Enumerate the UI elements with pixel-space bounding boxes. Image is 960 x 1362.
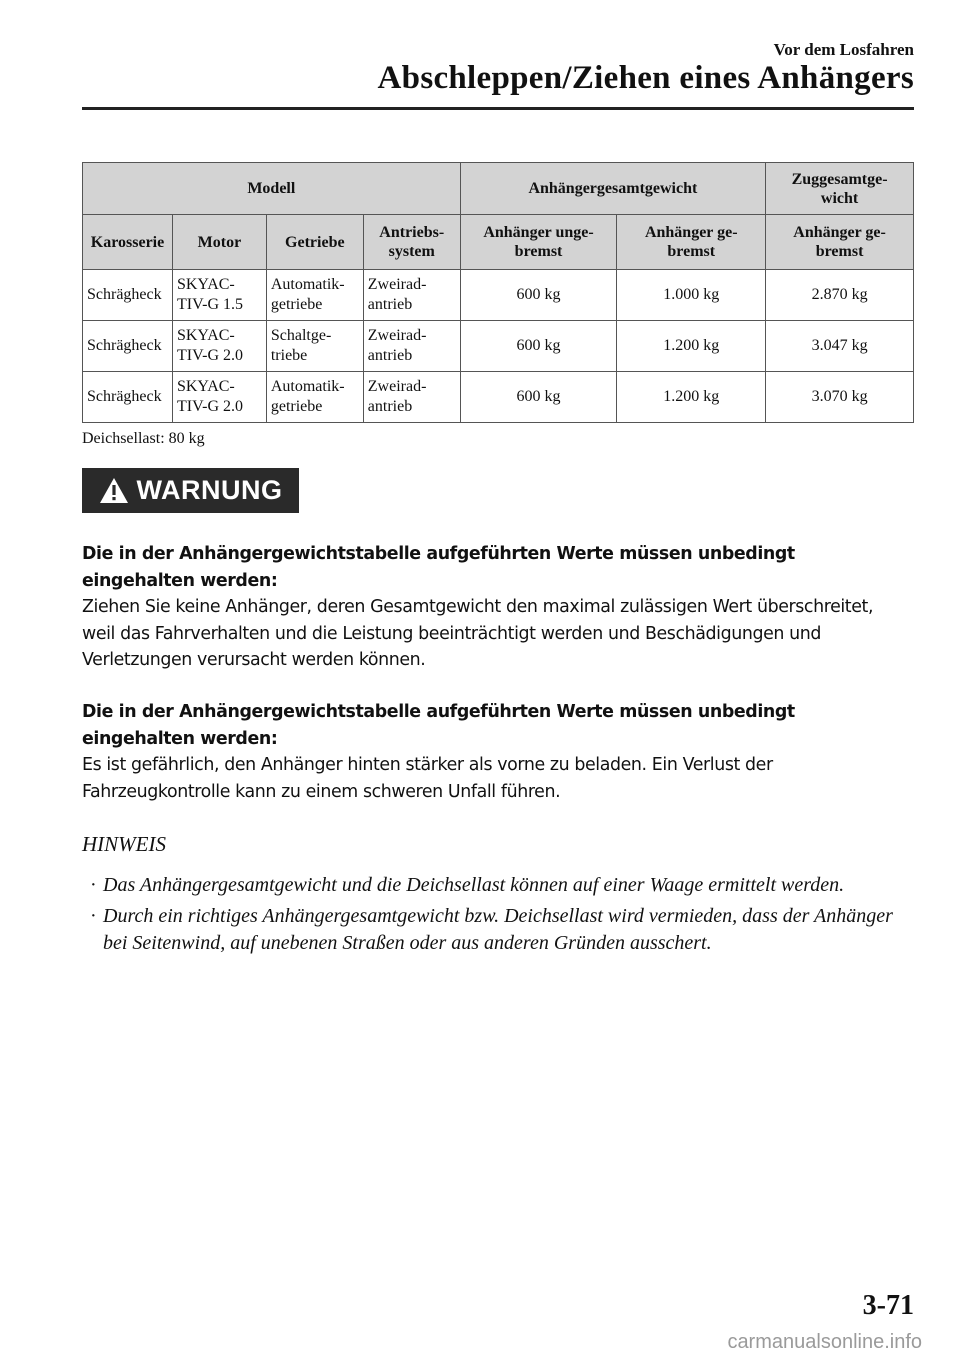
cell-gross-braked: 2.870 kg	[766, 270, 914, 321]
cell-braked: 1.000 kg	[617, 270, 766, 321]
bullet-icon: ·	[90, 905, 97, 927]
cell-transmission: Automatik- getriebe	[266, 270, 363, 321]
cell-body: Schrägheck	[83, 321, 173, 372]
warning-text: Ziehen Sie keine Anhänger, deren Gesamtgewicht den maximal zulässigen Wert überschreitet, weil das Fahrverhalten und die Leistung beeinträchtigt werden und Beschädigungen und Verletzungen verursacht werden können.	[82, 597, 874, 670]
warning-badge	[82, 468, 299, 513]
list-item	[90, 872, 910, 899]
warning-label: WARNUNG	[136, 475, 283, 505]
trailer-weight-table	[82, 162, 914, 423]
cell-transmission: Automatik- getriebe	[266, 372, 363, 423]
cell-engine: SKYAC- TIV-G 2.0	[172, 372, 266, 423]
cell-body: Schrägheck	[83, 372, 173, 423]
watermark: carmanualsonline.info	[727, 1331, 922, 1353]
header-rule	[82, 107, 914, 110]
header-gross-combination: Zuggesamtge- wicht	[766, 163, 914, 215]
cell-gross-braked: 3.047 kg	[766, 321, 914, 372]
note-list	[90, 872, 910, 961]
warning-block-1	[82, 541, 902, 674]
cell-braked: 1.200 kg	[617, 321, 766, 372]
cell-unbraked: 600 kg	[460, 321, 617, 372]
column-braked: Anhänger ge- bremst	[617, 215, 766, 270]
cell-gross-braked: 3.070 kg	[766, 372, 914, 423]
cell-unbraked: 600 kg	[460, 372, 617, 423]
warning-heading: Die in der Anhängergewichtstabelle aufgeführten Werte müssen unbedingt eingehalten werden:	[82, 702, 795, 749]
bullet-icon: ·	[90, 874, 97, 896]
cell-unbraked: 600 kg	[460, 270, 617, 321]
table-group-header-row	[83, 163, 914, 215]
column-engine: Motor	[172, 215, 266, 270]
column-transmission: Getriebe	[266, 215, 363, 270]
list-item	[90, 903, 910, 957]
header-model: Modell	[83, 163, 461, 215]
cell-body: Schrägheck	[83, 270, 173, 321]
cell-braked: 1.200 kg	[617, 372, 766, 423]
cell-drive: Zweirad- antrieb	[363, 372, 460, 423]
column-unbraked: Anhänger unge- bremst	[460, 215, 617, 270]
table-footnote: Deichsellast: 80 kg	[82, 430, 205, 447]
warning-text: Es ist gefährlich, den Anhänger hinten stärker als vorne zu beladen. Ein Verlust der Fahrzeugkontrolle kann zu einem schweren Unfall führen.	[82, 755, 773, 802]
section-label: Vor dem Losfahren	[773, 40, 914, 59]
column-gross-braked: Anhänger ge- bremst	[766, 215, 914, 270]
table-row	[83, 372, 914, 423]
cell-drive: Zweirad- antrieb	[363, 321, 460, 372]
table-row	[83, 270, 914, 321]
table-row	[83, 321, 914, 372]
column-body: Karosserie	[83, 215, 173, 270]
note-text: Das Anhängergesamtgewicht und die Deichsellast können auf einer Waage ermittelt werden.	[103, 874, 845, 896]
cell-engine: SKYAC- TIV-G 1.5	[172, 270, 266, 321]
warning-block-2	[82, 699, 902, 805]
cell-transmission: Schaltge- triebe	[266, 321, 363, 372]
page-title: Abschleppen/Ziehen eines Anhängers	[377, 60, 914, 96]
note-text: Durch ein richtiges Anhängergesamtgewicht bzw. Deichsellast wird vermieden, dass der Anhänger bei Seitenwind, auf unebenen Straßen oder aus anderen Gründen ausschert.	[103, 905, 893, 954]
note-title: HINWEIS	[82, 832, 166, 856]
cell-drive: Zweirad- antrieb	[363, 270, 460, 321]
table-column-header-row	[83, 215, 914, 270]
page-number: 3-71	[862, 1290, 914, 1321]
column-drive: Antriebs- system	[363, 215, 460, 270]
warning-heading: Die in der Anhängergewichtstabelle aufgeführten Werte müssen unbedingt eingehalten werden:	[82, 544, 795, 591]
cell-engine: SKYAC- TIV-G 2.0	[172, 321, 266, 372]
header-trailer-total-weight: Anhängergesamtgewicht	[460, 163, 765, 215]
warning-triangle-icon	[99, 477, 129, 504]
